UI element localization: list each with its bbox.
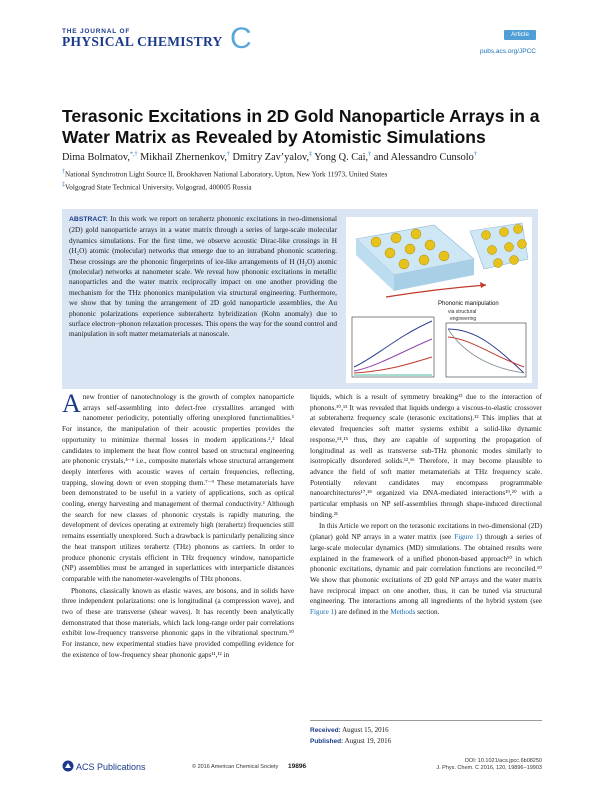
copyright-notice: © 2016 American Chemical Society — [192, 764, 279, 770]
paragraph: Phonons, classically known as elastic waves, are bosons, and in solids have three independent polarizations: one is longitudinal (a compression wave), and two of these are transverse (shear waves). It has recently been analytically demonstrated that those materials, which lack long-range order pair correlations exhibit low-frequency transverse phononic gaps in the vibrational spectrum.¹⁰ For instance, new experimental studies have provided compelling evidence for the existence of low-frequency shear phononic gaps¹¹,¹² in — [62, 586, 294, 659]
doi-link[interactable]: DOI: 10.1021/acs.jpcc.6b08250 — [464, 758, 542, 764]
body-column-right — [310, 392, 542, 619]
abstract-box — [62, 209, 538, 389]
toc-graphic — [346, 217, 532, 383]
citation-info — [436, 758, 542, 772]
abstract-text: ABSTRACT: In this work we report on terahertz phononic excitations in two-dimensional (2D) gold nanoparticle arrays in a water matrix through a series of large-scale molecular dynamics simulations. For the first time, we observe acoustic Dirac-like crossings in H (H₂O) atomic (molecular) networks that emerge due to an intraband phononic scattering. These crossings are the phononic fingerprints of ice-like arrangements of H (H₂O) atomic (molecular) networks at nanometer scale. We reveal how phononic excitations in metallic nanoparticles and the water matrix reciprocally impact on one another providing the mechanism for the THz phononics manipulation via structural engineering. Furthermore, we show that by tuning the arrangement of 2D gold nanoparticle assemblies, the Au phononic polarizations experience subterahertz hybridization (Kohn anomaly) due to surface electron−phonon relaxation processes. This opens the way for the sound control and manipulation in soft matter metamaterials at nanoscale. — [69, 215, 338, 339]
figure-1-link[interactable]: Figure 1 — [454, 533, 480, 542]
drop-cap: A — [62, 389, 81, 418]
journal-url-link[interactable]: pubs.acs.org/JPCC — [480, 48, 536, 55]
paragraph: liquids, which is a result of symmetry breaking¹³ due to the interaction of phonons.¹⁰,¹³ It was revealed that liquids undergo a viscous-to-elastic crossover at subterahertz frequency scale (terasonic excitations).¹² This implies that at elevated frequencies soft matter systems exhibit a solid-like dynamic response,¹⁴,¹⁵ thus, they are capable of supporting the propagation of longitudinal as well as transverse sub-THz phononic modes similarly to isotropically disordered solids.¹²,¹⁶ Therefore, it may become plausible to advance the field of soft matter metamaterials at THz frequency scale. Potentially relevant candidates may encompass programmable nanoarchitectures¹⁷,¹⁸ organized via DNA-mediated interactions¹⁹,²⁰ with a particular emphasis on NP self-assemblies through shape-induced directional binding.²¹ — [310, 393, 542, 519]
paragraph: Anew frontier of nanotechnology is the growth of complex nanoparticle arrays self-assembling into defect-free crystallites arranged with nanometer periodicity, potentially offering unexplored functionalities.¹ For instance, the manipulation of their acoustic properties provides the opportunity to minimize thermal losses in modern applications.²,³ Ideal candidates to implement the heat flow control based on structural engineering are phononic crystals,⁴⁻⁶ i.e., composite materials whose structural arrangement deeply interferes with acoustic waves of certain frequencies, reflecting, trapping, slowing down or even stopping them.⁷⁻⁹ These metamaterials have been demonstrated to be useful in a variety of applications, such as optical cooling, energy harvesting and management of thermal conductivity.¹ Although the search for new classes of phononic crystals is rapidly maturing, the development of devices operating at extremely high (terahertz) frequencies still remains essentially unexplored. Such a drawback is particularly penalizing since the heat transport utilizes terahertz (THz) phonons as carriers. In order to produce phononic crystals efficient in THz frequency window, nanoparticle (NP) assemblies must be arranged in superlattices with interparticle distances comparable with the nanometer-wavelengths of THz phonons. — [62, 389, 294, 583]
page-footer — [62, 758, 542, 778]
journal-line2: PHYSICAL CHEMISTRY — [62, 34, 223, 49]
body-column-left — [62, 389, 294, 662]
citation: J. Phys. Chem. C 2016, 120, 19896−19903 — [436, 765, 542, 771]
article-title: Terasonic Excitations in 2D Gold Nanoparticle Arrays in a Water Matrix as Revealed by Atomistic Simulations — [62, 106, 540, 147]
article-dates — [310, 720, 542, 747]
abstract-label: ABSTRACT: — [69, 216, 108, 223]
toc-figure — [346, 217, 532, 383]
toc-sublabel-2: engineering — [450, 316, 477, 322]
journal-line1: THE JOURNAL OF — [62, 28, 131, 35]
author[interactable]: Dima Bolmatov,*,† — [62, 152, 138, 164]
toc-label: Phononic manipulation — [438, 301, 499, 307]
figure-1-link[interactable]: Figure 1 — [310, 608, 335, 617]
acs-logo-icon — [62, 760, 74, 772]
paragraph: In this Article we report on the terasonic excitations in two-dimensional (2D) (planar) gold NP arrays in a water matrix (see Figure 1) through a series of large-scale molecular dynamics (MD) simulations. The obtained results were explained in the framework of a unified phonon-based approach¹⁰ in which phononic excitations, dynamic and pair correlation functions are reconciled.¹⁰ We show that phononic excitations of 2D gold NP arrays and the water matrix have reciprocal impact on one another, thus, it can be tuned via structural engineering. The interactions among all ingredients of the hybrid system (see Figure 1) are defined in the Methods section. — [310, 522, 543, 617]
author[interactable]: Mikhail Zhernenkov,† — [140, 152, 230, 164]
acs-publications-logo[interactable]: ACS Publications — [62, 760, 146, 772]
author-list — [62, 152, 542, 163]
methods-link[interactable]: Methods — [390, 608, 416, 617]
affiliation: †National Synchrotron Light Source II, Brookhaven National Laboratory, Upton, New York 11973, United States — [62, 169, 388, 179]
affiliation: ‡Volgograd State Technical University, Volgograd, 400005 Russia — [62, 182, 252, 192]
received-date: Received: August 15, 2016 — [310, 726, 389, 734]
page-number: 19896 — [288, 763, 307, 770]
affiliations — [62, 167, 542, 194]
journal-logo — [62, 22, 252, 55]
author[interactable]: Dmitry Zav’yalov,‡ — [232, 152, 313, 164]
journal-letter: C — [230, 22, 252, 55]
published-date: Published: August 19, 2016 — [310, 737, 392, 745]
author[interactable]: Yong Q. Cai,† — [314, 152, 372, 164]
toc-sublabel-1: via structural — [448, 309, 477, 315]
article-type-badge: Article — [504, 30, 536, 40]
author[interactable]: and Alessandro Cunsolo† — [373, 152, 477, 164]
